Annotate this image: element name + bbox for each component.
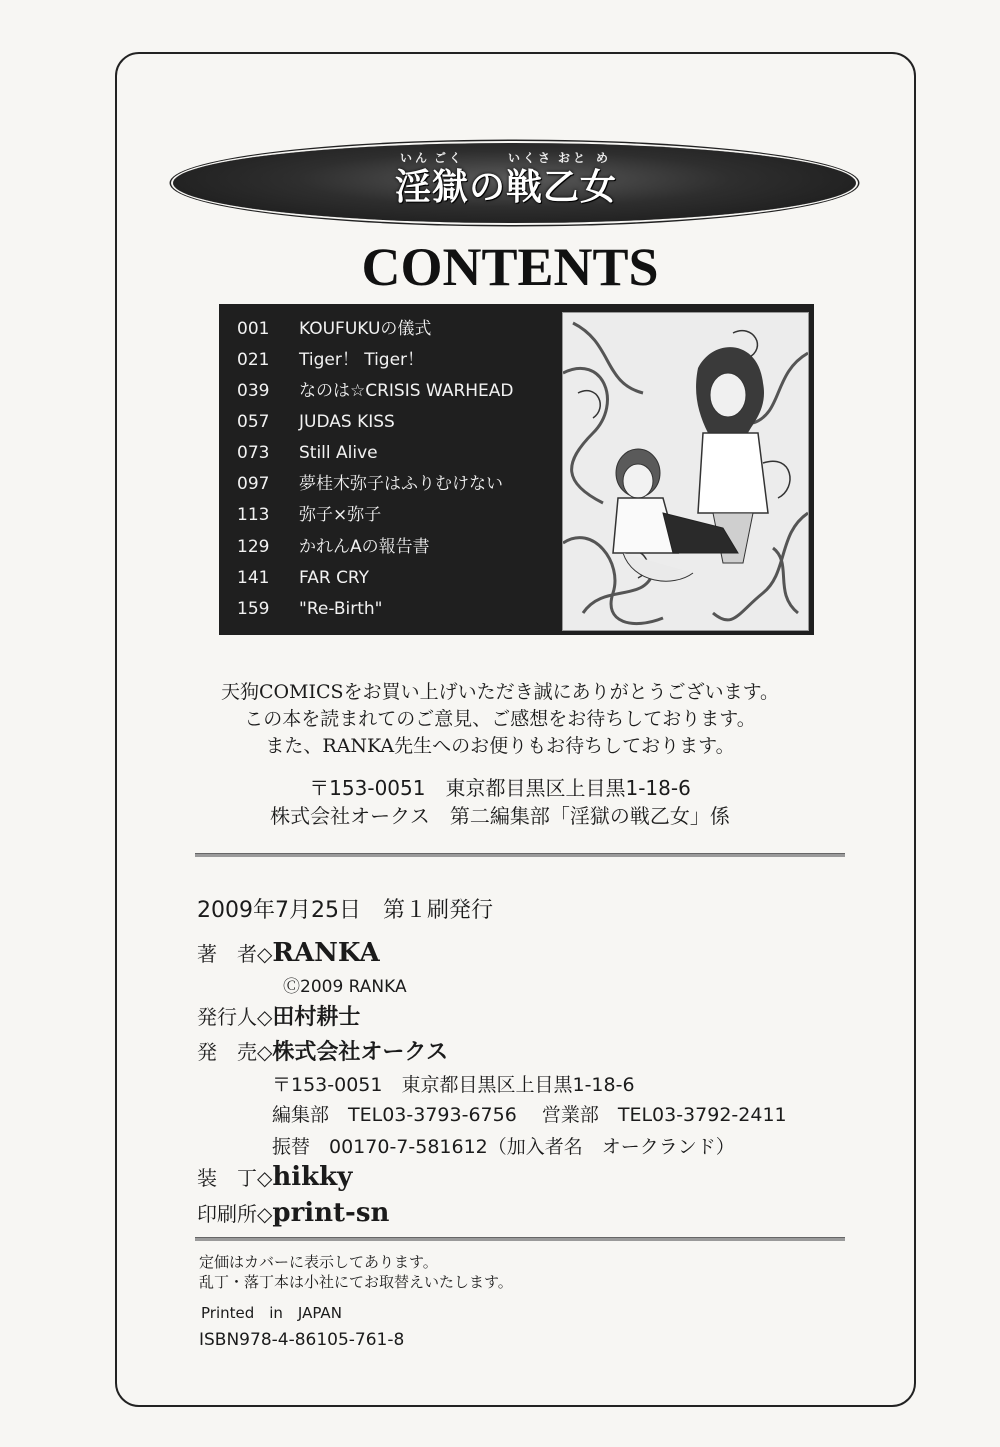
toc-title: KOUFUKUの儀式 [299,319,432,339]
seller-name: 株式会社オークス [272,1039,449,1065]
thanks-message-line: また、RANKA先生へのお便りもお待ちしております。 [265,735,735,757]
toc-title: "Re-Birth" [299,599,383,619]
seller-furikae: 振替 00170-7-581612（加入者名 オークランド） [272,1136,735,1158]
printer-line [197,1198,389,1228]
divider [195,1237,845,1241]
mail-address: 〒153-0051 東京都目黒区上目黒1-18-6 [309,776,691,800]
seller-line [197,1035,448,1066]
toc-title: Tiger！ Tiger！ [299,350,425,370]
design-line [197,1162,352,1192]
toc-page: 113 [237,505,270,525]
toc-page: 039 [237,381,270,401]
mail-recipient: 株式会社オークス 第二編集部「淫獄の戦乙女」係 [270,804,730,828]
printer-name: print-sn [272,1198,390,1228]
toc-page: 057 [237,412,270,432]
title-ruby [390,149,650,165]
ruby-in: いん [400,151,431,165]
author-name: RANKA [272,938,380,968]
author-label: 著 者◇ [197,942,273,966]
toc-page: 001 [237,319,270,339]
toc-page: 159 [237,599,270,619]
toc-panel [219,304,814,635]
printed-in: Printed in JAPAN [201,1304,342,1322]
publish-date: 2009年7月25日 第１刷発行 [197,898,493,923]
divider [195,853,845,857]
ruby-ikusa: いくさ [508,151,554,165]
toc-title: FAR CRY [299,568,370,588]
copyright: Ⓒ2009 RANKA [283,977,407,997]
thanks-message-line: この本を読まれてのご意見、ご感想をお待ちしております。 [244,708,756,730]
publisher-label: 発行人◇ [197,1005,273,1029]
replace-note: 乱丁・落丁本は小社にてお取替えいたします。 [199,1273,513,1291]
isbn: ISBN978-4-86105-761-8 [199,1330,405,1350]
ruby-oto: おと [558,151,589,165]
toc-title: 弥子×弥子 [299,505,382,525]
book-title: 淫獄の戦乙女 [395,166,618,208]
toc-title: Still Alive [299,443,378,463]
toc-page: 129 [237,537,270,557]
toc-page: 021 [237,350,270,370]
toc-page: 073 [237,443,270,463]
ruby-goku: ごく [434,151,465,165]
design-label: 装 丁◇ [197,1166,273,1190]
toc-title: 夢桂木弥子はふりむけない [299,474,503,494]
seller-tel: 編集部 TEL03-3793-6756 営業部 TEL03-3792-2411 [272,1104,787,1126]
publisher-name: 田村耕士 [272,1004,361,1030]
publisher-line [197,1000,360,1031]
toc-title: なのは☆CRISIS WARHEAD [299,381,514,401]
ruby-me: め [596,151,612,165]
cover-illustration [562,312,809,631]
toc-title: JUDAS KISS [299,412,395,432]
designer-name: hikky [272,1162,353,1192]
author-line [197,938,380,968]
printer-label: 印刷所◇ [197,1202,273,1226]
toc-page: 097 [237,474,270,494]
seller-address: 〒153-0051 東京都目黒区上目黒1-18-6 [272,1074,635,1096]
cover-illustration-drawing [563,313,808,630]
thanks-message-line: 天狗COMICSをお買い上げいただき誠にありがとうございます。 [220,681,780,703]
toc-page: 141 [237,568,270,588]
seller-label: 発 売◇ [197,1040,273,1064]
toc-title: かれんAの報告書 [299,537,430,557]
price-note: 定価はカバーに表示してあります。 [199,1253,438,1271]
contents-heading: CONTENTS [361,237,659,297]
